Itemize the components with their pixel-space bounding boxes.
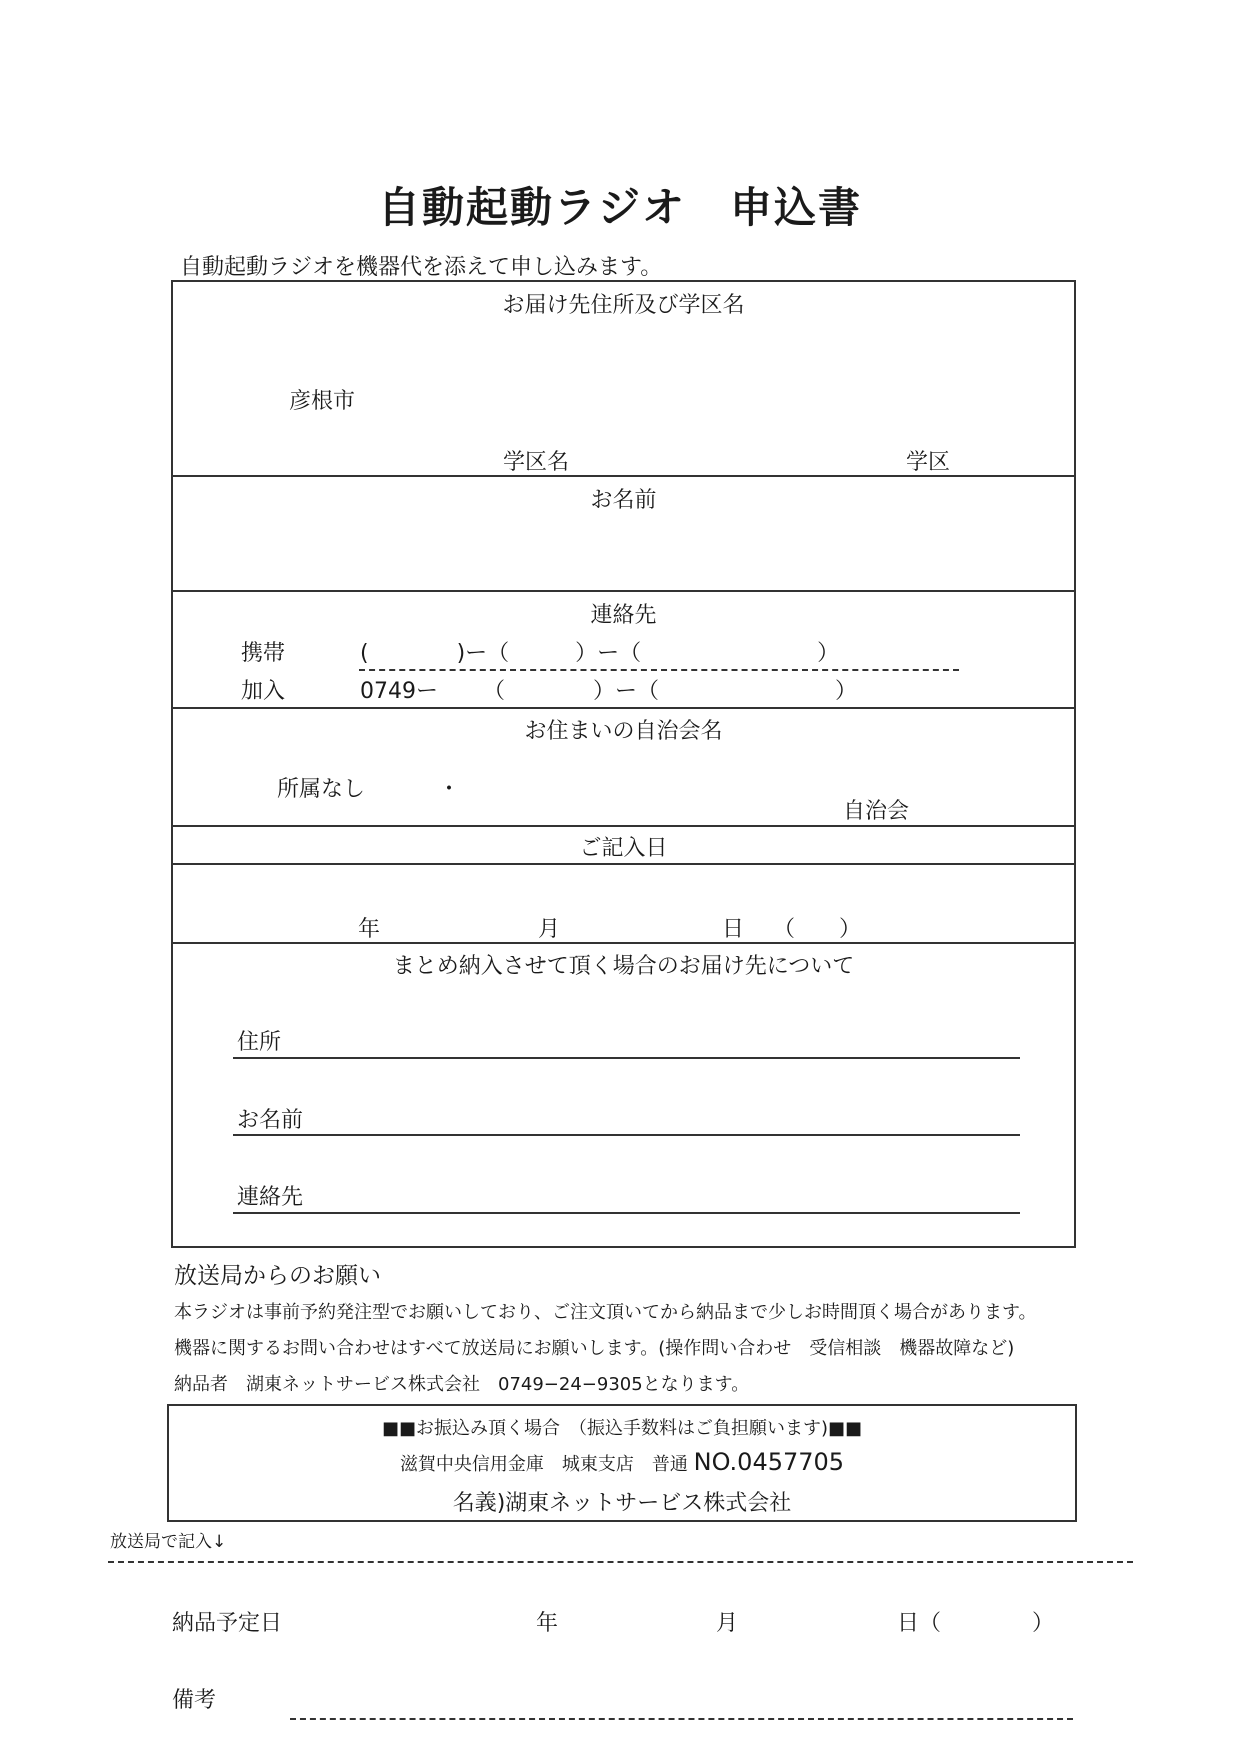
community-separator: ・ (438, 777, 461, 802)
divider (173, 825, 1074, 827)
notice-line: 機器に関するお問い合わせはすべて放送局にお願いします。(操作問い合わせ 受信相談 機器故障など) (174, 1338, 1015, 1359)
date-year: 年 (358, 917, 381, 942)
bulk-name-label: お名前 (237, 1108, 304, 1133)
school-district-suffix: 学区 (906, 450, 951, 475)
landline-number-field[interactable]: （ ）ー（ ） (483, 679, 858, 704)
address-header: お届け先住所及び学区名 (502, 293, 745, 318)
bank-account-number: NO.0457705 (693, 1448, 845, 1476)
community-header: お住まいの自治会名 (524, 719, 723, 744)
contact-header: 連絡先 (590, 603, 657, 628)
bank-account (169, 1448, 1075, 1476)
notice-title: 放送局からのお願い (174, 1263, 381, 1289)
bulk-address-line[interactable] (233, 1057, 1020, 1059)
page-title: 自動起動ラジオ 申込書 (377, 183, 862, 232)
date-day: 日 (722, 917, 745, 942)
bank-holder: 名義)湖東ネットサービス株式会社 (452, 1491, 792, 1516)
bulk-contact-label: 連絡先 (237, 1185, 304, 1210)
remarks-line[interactable] (290, 1718, 1073, 1720)
intro-text: 自動起動ラジオを機器代を添えて申し込みます。 (180, 255, 663, 280)
delivery-year: 年 (536, 1611, 559, 1636)
bank-header: ■■お振込み頂く場合 （振込手数料はご負担願います)■■ (381, 1418, 863, 1439)
bulk-address-label: 住所 (237, 1030, 282, 1055)
landline-label: 加入 (241, 679, 286, 704)
mobile-number-field[interactable]: ( )ー（ ）ー（ ） (360, 641, 840, 666)
school-district-label: 学区名 (503, 450, 570, 475)
bank-account-prefix: 滋賀中央信用金庫 城東支店 普通 (399, 1454, 688, 1475)
divider (173, 863, 1074, 865)
delivery-month: 月 (716, 1611, 739, 1636)
bulk-name-line[interactable] (233, 1134, 1020, 1136)
landline-prefix: 0749ー (360, 679, 438, 704)
bank-transfer-box (167, 1404, 1077, 1522)
remarks-label: 備考 (172, 1688, 217, 1713)
community-suffix: 自治会 (843, 799, 910, 824)
date-header: ご記入日 (579, 836, 668, 861)
bulk-delivery-header: まとめ納入させて頂く場合のお届け先について (392, 954, 855, 979)
staff-note: 放送局で記入↓ (110, 1532, 227, 1552)
city-label: 彦根市 (289, 389, 356, 414)
date-month: 月 (538, 917, 561, 942)
divider (173, 475, 1074, 477)
community-none-option[interactable]: 所属なし (277, 777, 366, 802)
cut-line (108, 1561, 1133, 1563)
dashed-divider (359, 669, 959, 671)
notice-line: 納品者 湖東ネットサービス株式会社 0749−24−9305となります。 (174, 1374, 750, 1395)
notice-line: 本ラジオは事前予約発注型でお願いしており、ご注文頂いてから納品まで少しお時間頂く場合があります。 (174, 1302, 1037, 1323)
date-weekday: （ ） (773, 917, 862, 942)
bulk-contact-line[interactable] (233, 1212, 1020, 1214)
divider (173, 942, 1074, 944)
name-header: お名前 (590, 488, 657, 513)
divider (173, 707, 1074, 709)
application-form (171, 280, 1076, 1248)
mobile-label: 携帯 (241, 641, 286, 666)
delivery-day: 日（ (897, 1611, 942, 1636)
delivery-day-close: ） (1032, 1611, 1055, 1636)
divider (173, 590, 1074, 592)
delivery-date-label: 納品予定日 (172, 1611, 283, 1636)
